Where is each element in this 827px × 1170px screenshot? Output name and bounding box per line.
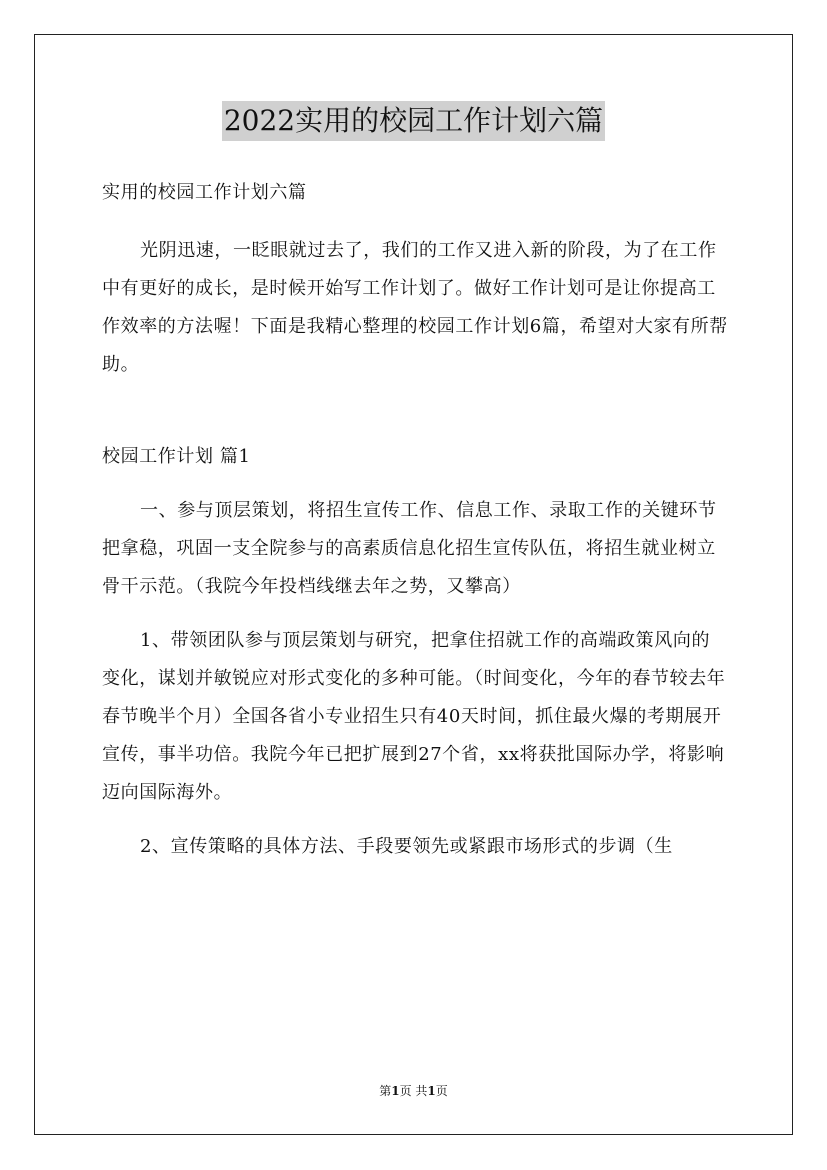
title-container [0, 101, 827, 141]
body-paragraph-2: 1、带领团队参与顶层策划与研究，把拿住招就工作的高端政策风向的变化，谋划并敏锐应对形式变化的多种可能。（时间变化，今年的春节较去年春节晚半个月）全国各省小专业招生只有40天时间，抓住最火爆的考期展开宣传，事半功倍。我院今年已把扩展到27个省，xx将获批国际办学，将影响迈向国际海外。 [102, 630, 726, 803]
page-footer [0, 1083, 827, 1099]
footer-prefix: 第 [379, 1084, 392, 1098]
footer-suffix: 页 [435, 1084, 448, 1098]
footer-page-current: 1 [391, 1084, 400, 1098]
intro-paragraph: 光阴迅速，一眨眼就过去了，我们的工作又进入新的阶段，为了在工作中有更好的成长，是时候开始写工作计划了。做好工作计划可是让你提高工作效率的方法喔！下面是我精心整理的校园工作计划6篇，希望对大家有所帮助。 [102, 240, 728, 375]
document-body [102, 174, 728, 866]
body-paragraph-3: 2、宣传策略的具体方法、手段要领先或紧跟市场形式的步调（生 [140, 836, 673, 857]
footer-mid: 页 共 [399, 1084, 428, 1098]
document-subtitle: 实用的校园工作计划六篇 [102, 182, 307, 203]
body-paragraph-1: 一、参与顶层策划，将招生宣传工作、信息工作、录取工作的关键环节把拿稳，巩固一支全院参与的高素质信息化招生宣传队伍，将招生就业树立骨干示范。（我院今年投档线继去年之势，又攀高） [102, 500, 717, 597]
footer-page-total: 1 [427, 1084, 436, 1098]
document-title: 2022实用的校园工作计划六篇 [222, 101, 605, 141]
section-heading: 校园工作计划 篇1 [102, 446, 251, 467]
